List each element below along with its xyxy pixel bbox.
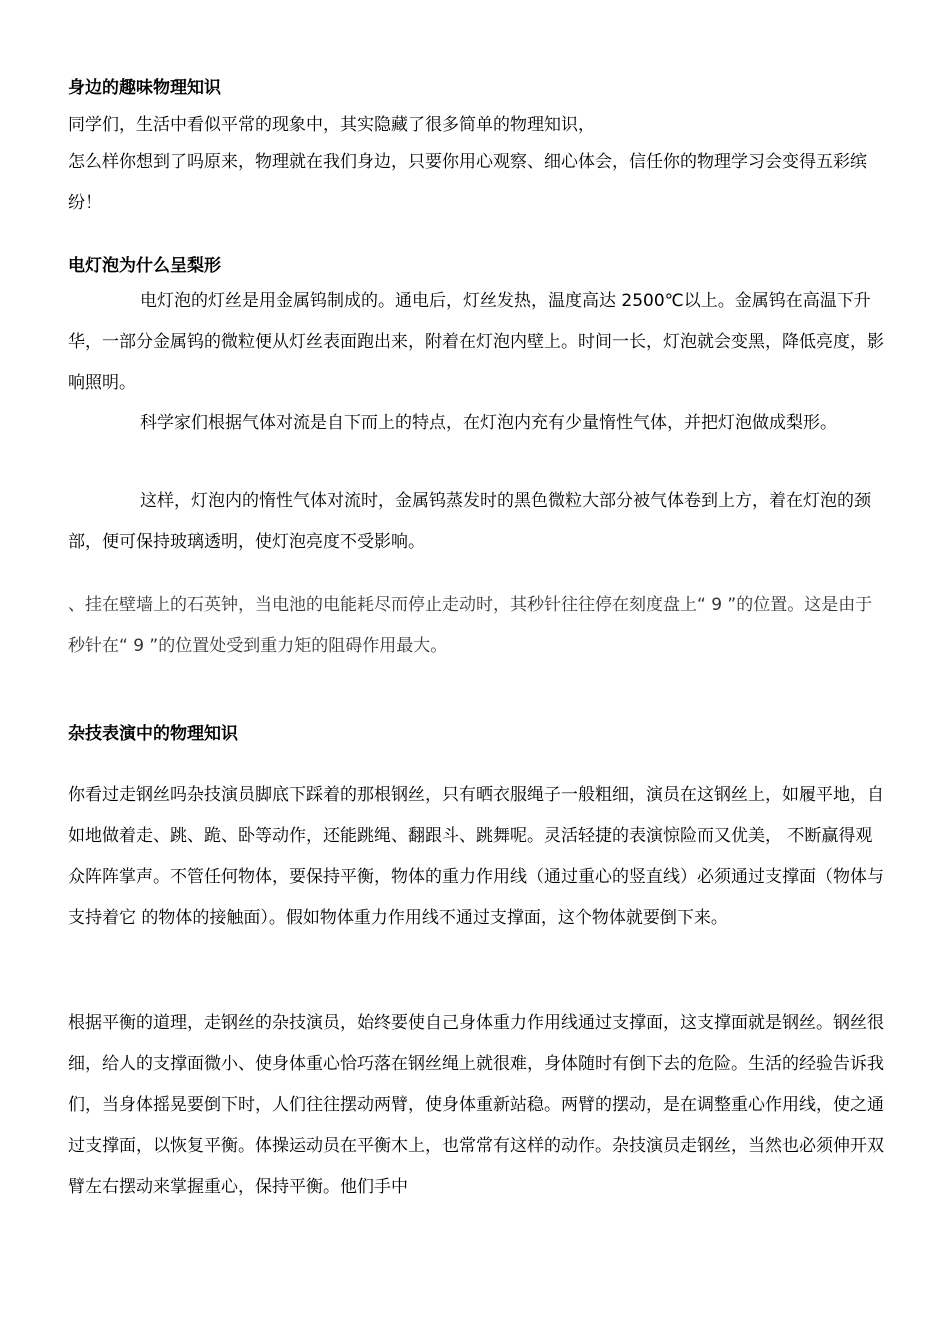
acrobat-paragraph-1: 你看过走钢丝吗杂技演员脚底下踩着的那根钢丝，只有晒衣服绳子一般粗细，演员在这钢丝上，如履平地，自如地做着走、跳、跪、卧等动作，还能跳绳、翻跟斗、跳舞呢。灵活轻捷的表演惊险而又优美， 不断赢得观众阵阵掌声。不管任何物体，要保持平衡，物体的重力作用线（通过重心的竖直线）必须通过支撑面（物体与支持着它 的物体的接触面）。假如物体重力作用线不通过支撑面，这个物体就要倒下来。 (68, 785, 884, 928)
acrobat-paragraph-2: 根据平衡的道理，走钢丝的杂技演员，始终要使自己身体重力作用线通过支撑面，这支撑面就是钢丝。钢丝很细，给人的支撑面微小、使身体重心恰巧落在钢丝绳上就很难，身体随时有倒下去的危险。生活的经验告诉我们，当身体摇晃要倒下时，人们往往摆动两臂，使身体重新站稳。两臂的摆动，是在调整重心作用线，使之通过支撑面，以恢复平衡。体操运动员在平衡木上，也常常有这样的动作。杂技演员走钢丝，当然也必须伸开双臂左右摆动来掌握重心，保持平衡。他们手中 (68, 1013, 884, 1197)
section-title-interesting-physics: 身边的趣味物理知识 (68, 78, 221, 98)
bulb-paragraph-3: 这样，灯泡内的惰性气体对流时，金属钨蒸发时的黑色微粒大部分被气体卷到上方，着在灯泡的颈部，便可保持玻璃透明，使灯泡亮度不受影响。 (68, 491, 871, 552)
intro-line-2: 怎么样你想到了吗原来，物理就在我们身边，只要你用心观察、细心体会，信任你的物理学习会变得五彩缤纷！ (68, 152, 867, 213)
bulb-paragraph-2: 科学家们根据气体对流是自下而上的特点，在灯泡内充有少量惰性气体，并把灯泡做成梨形。 (140, 413, 837, 433)
section-title-light-bulb: 电灯泡为什么呈梨形 (68, 256, 221, 276)
bulb-paragraph-1: 电灯泡的灯丝是用金属钨制成的。通电后，灯丝发热，温度高达 2500℃以上。金属钨在高温下升华，一部分金属钨的微粒便从灯丝表面跑出来，附着在灯泡内壁上。时间一长，灯泡就会变黑，降低亮度，影响照明。 (68, 291, 884, 393)
clock-paragraph: 、挂在壁墙上的石英钟，当电池的电能耗尽而停止走动时，其秒针往往停在刻度盘上“ 9 ”的位置。这是由于秒针在“ 9 ”的位置处受到重力矩的阻碍作用最大。 (68, 595, 873, 656)
intro-line-1: 同学们，生活中看似平常的现象中，其实隐藏了很多简单的物理知识， (68, 115, 595, 135)
section-title-acrobatics: 杂技表演中的物理知识 (68, 724, 238, 744)
